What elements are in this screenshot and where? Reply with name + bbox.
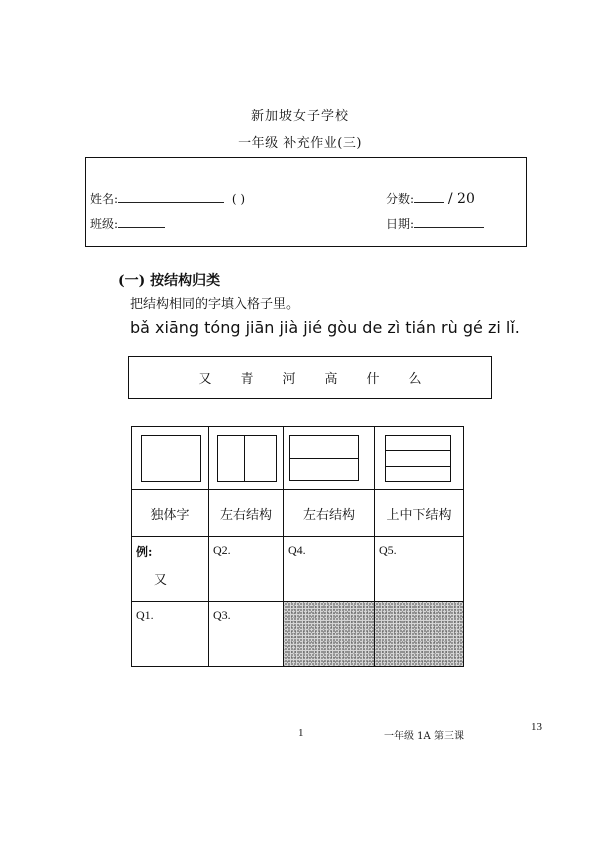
top-middle-bottom-split-icon [385, 435, 451, 482]
category-label: 左右结构 [209, 490, 284, 537]
character-item[interactable]: 青 [240, 372, 254, 387]
shaded-cell [284, 602, 375, 667]
class-label: 班级: [90, 217, 119, 231]
school-name: 新加坡女子学校 [250, 109, 349, 124]
category-label: 左右结构 [284, 490, 375, 537]
character-item[interactable]: 么 [408, 372, 422, 387]
character-item[interactable]: 河 [282, 372, 296, 387]
category-row [132, 490, 464, 537]
split-line [386, 450, 450, 451]
example-label: 例: [136, 545, 153, 559]
name-field[interactable] [118, 190, 224, 203]
answer-row [132, 537, 464, 602]
section-instruction: 把结构相同的字填入格子里。 [130, 297, 300, 312]
split-line [290, 458, 358, 459]
course-label: 一年级 1A 第三课 [384, 731, 464, 742]
question-label: Q3. [213, 608, 231, 622]
class-field[interactable] [118, 215, 165, 228]
student-info-box [85, 157, 527, 247]
example-cell [132, 537, 209, 602]
question-label: Q5. [379, 543, 397, 557]
icon-cell [375, 427, 464, 490]
name-paren: ( ) [231, 192, 246, 206]
score-label: 分数: [386, 192, 415, 206]
question-label: Q2. [213, 543, 231, 557]
structure-table [131, 426, 464, 667]
score-total: / 20 [447, 191, 475, 207]
class-row [90, 215, 165, 232]
character-bank [128, 356, 492, 399]
answer-cell-q1[interactable] [132, 602, 209, 667]
single-box-icon [141, 435, 201, 482]
answer-row [132, 602, 464, 667]
answer-cell-q4[interactable] [284, 537, 375, 602]
answer-cell-q2[interactable] [209, 537, 284, 602]
score-row [386, 190, 475, 207]
example-character: 又 [154, 573, 168, 588]
icon-cell [209, 427, 284, 490]
corner-number: 13 [531, 721, 542, 733]
category-label: 独体字 [132, 490, 209, 537]
name-label: 姓名: [90, 192, 119, 206]
answer-cell-q3[interactable] [209, 602, 284, 667]
worksheet-subtitle: 一年级 补充作业(三) [238, 136, 362, 151]
split-line [386, 466, 450, 467]
name-row [90, 190, 245, 207]
icon-cell [132, 427, 209, 490]
instruction-pinyin: bǎ xiāng tóng jiān jià jié gòu de zì tián rù gé zi lǐ. [130, 318, 520, 337]
shaded-cell [375, 602, 464, 667]
character-item[interactable]: 又 [198, 372, 212, 387]
left-right-split-icon [217, 435, 277, 482]
answer-cell-q5[interactable] [375, 537, 464, 602]
split-line [244, 436, 245, 481]
icon-cell [284, 427, 375, 490]
character-item[interactable]: 高 [324, 372, 338, 387]
section-title: (一) 按结构归类 [118, 273, 221, 289]
top-bottom-split-icon [289, 435, 359, 481]
category-label: 上中下结构 [375, 490, 464, 537]
page-number: 1 [298, 727, 304, 739]
date-field[interactable] [414, 215, 484, 228]
date-label: 日期: [386, 217, 415, 231]
date-row [386, 215, 484, 232]
score-field[interactable] [414, 190, 444, 203]
icon-row [132, 427, 464, 490]
character-item[interactable]: 什 [366, 372, 380, 387]
question-label: Q1. [136, 608, 154, 622]
question-label: Q4. [288, 543, 306, 557]
